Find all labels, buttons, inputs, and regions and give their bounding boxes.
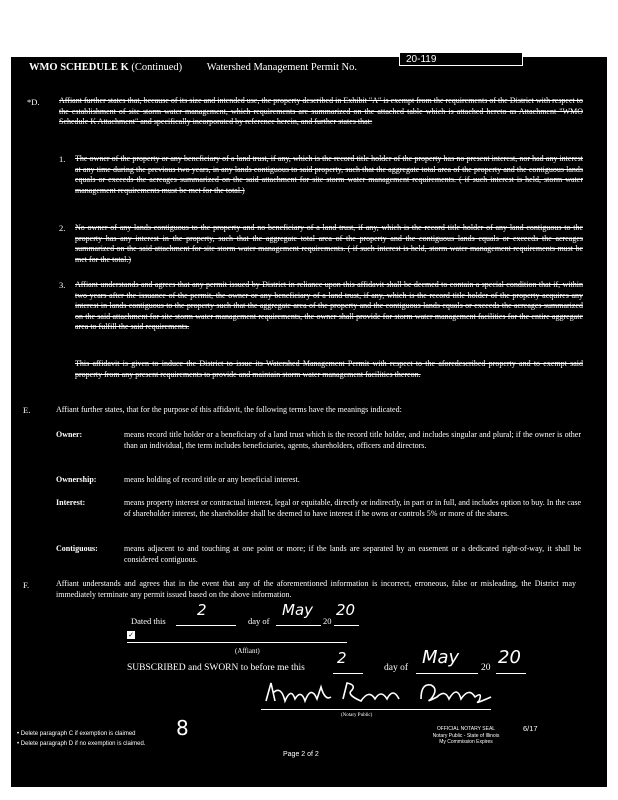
section-d-marker: *D.: [27, 97, 40, 107]
term-interest: Interest:: [56, 498, 86, 507]
notary-signature-line: [261, 709, 491, 710]
dated-this-label: Dated this: [131, 616, 166, 626]
notary-signature[interactable]: [261, 679, 501, 709]
notary-stamp-line-2: Notary Public - State of Illinois: [432, 732, 500, 739]
term-ownership: Ownership:: [56, 475, 97, 484]
sworn-day-line: [333, 673, 363, 674]
notary-label: (Notary Public): [341, 713, 373, 718]
schedule-continued: (Continued): [131, 62, 183, 73]
sworn-day-of-label: day of: [384, 663, 409, 673]
dated-month-line: [276, 625, 321, 626]
section-e-intro: Affiant further states, that for the purpose of this affidavit, the following terms have the meanings indicated:: [56, 405, 402, 414]
document-page: [11, 54, 607, 787]
sworn-day-field[interactable]: 2: [337, 649, 347, 667]
notary-stamp-line-3: My Commission Expires: [439, 739, 493, 745]
item1-number: 1.: [59, 154, 66, 164]
form-date-code: 6/17: [523, 724, 538, 733]
dated-year-line: [334, 625, 359, 626]
section-d-intro: Affiant further states that, because of its size and intended use, the property described in Exhibit "A" is exempt from the requirements of the District with respect to the establishment of site storm water management, which requirements are summarized on the attached table which is attached hereto as Attachment "WMO Schedule K Attachment" and specifically incorporated by reference herein, and further states that:: [59, 96, 583, 127]
sworn-text: SUBSCRIBED and SWORN to before me this: [127, 663, 305, 673]
section-e-marker: E.: [23, 405, 31, 415]
term-owner: Owner:: [56, 430, 83, 439]
dated-year-field[interactable]: 20: [336, 601, 356, 619]
term-contiguous: Contiguous:: [56, 544, 98, 553]
section-d-item2: No owner of any lands contiguous to the property and no beneficiary of a land trust, if any, which is the record title holder of any land contiguous to the property has any interest in the property, such that the aggregate total area of the property and the contiguous lands equals or exceeds the acreages summarized on the said attachment for site storm water management requirements. ( if such interest is held, storm water management requirements must be met for the total.): [75, 223, 583, 264]
item2-number: 2.: [59, 223, 66, 233]
sworn-year-line: [496, 673, 526, 674]
notary-stamp: [426, 726, 506, 746]
item3-number: 3.: [59, 280, 66, 290]
section-d-item3: Affiant understands and agrees that any permit issued by District in reliance upon this affidavit shall be deemed to contain a special condition that if, within two years after the issuance of the permit, the owner or any beneficiary of a land trust, if any, which is the record title holder of the property acquires any interest in lands contiguous to the property such that the aggregate area of the property and the contiguous lands equals or exceeds the acreages summarized on the said attachment for site storm water management requirements, the owner shall provide for storm water management facilities for the entire aggregate area to fulfill the said requirements.: [75, 280, 583, 332]
dated-day-line: [176, 625, 236, 626]
affiant-signature-line: [127, 642, 347, 643]
sworn-month-field[interactable]: May: [422, 647, 460, 668]
schedule-title: WMO SCHEDULE K: [29, 62, 129, 73]
footer-note-2: • Delete paragraph D if no exemption is claimed.: [17, 741, 146, 747]
footer-note-1: • Delete paragraph C if exemption is claimed: [17, 731, 136, 737]
sworn-year-field[interactable]: 20: [498, 647, 521, 668]
section-d-closing: This affidavit is given to induce the District to issue its Watershed Management Permit with respect to the aforedescribed property and to exempt said property from any present requirements to provide and maintain storm water management facilities thereon.: [75, 359, 583, 379]
def-owner: means record title holder or a beneficiary of a land trust which is the record title holder, and includes singular and plural; if the owner is other than an individual, the term includes beneficiaries, agents, shareholders, officers and directors.: [124, 430, 581, 450]
section-f-marker: F.: [23, 580, 30, 590]
sworn-year-prefix: 20: [481, 663, 491, 673]
section-f-text: Affiant understands and agrees that in the event that any of the aforementioned information is incorrect, erroneous, false or misleading, the District may immediately terminate any permit issued based on the above information.: [56, 579, 576, 599]
def-contiguous: means adjacent to and touching at one point or more; if the lands are separated by an easement or a dedicated right-of-way, it shall be considered contiguous.: [124, 544, 581, 564]
def-interest: means property interest or contractual interest, legal or equitable, directly or indirectly, in part or in full, and includes option to buy. In the case of shareholder interest, the shareholder shall be deemed to have interest if he owns or controls 5% or more of the shares.: [124, 498, 581, 518]
dated-day-of-label: day of: [248, 616, 270, 626]
affiant-label: (Affiant): [235, 647, 260, 655]
notary-stamp-line-1: OFFICIAL NOTARY SEAL: [436, 726, 496, 732]
page-number: Page 2 of 2: [283, 751, 319, 758]
dated-year-prefix: 20: [323, 616, 332, 626]
sworn-month-line: [416, 673, 478, 674]
permit-label: Watershed Management Permit No.: [206, 62, 357, 73]
handwritten-mark: 8: [176, 716, 189, 740]
permit-number-field[interactable]: 20-119: [399, 52, 523, 66]
def-ownership: means holding of record title or any beneficial interest.: [124, 475, 300, 484]
dated-day-field[interactable]: 2: [197, 601, 207, 619]
dated-month-field[interactable]: May: [282, 601, 314, 619]
schedule-header: [29, 63, 357, 74]
section-d-item1: The owner of the property or any beneficiary of a land trust, if any, which is the record title holder of the property has no present interest, nor had any interest at any time during the previous two years, in any lands contiguous to said property, such that the aggregate total area of the property and the contiguous lands equals or exceeds the acreages summarized on the said attachment for site storm water management requirements. ( if such interest is held, storm water management requirements must be met for the total.): [75, 154, 583, 195]
affiant-signature-mark[interactable]: ✓: [128, 631, 134, 639]
